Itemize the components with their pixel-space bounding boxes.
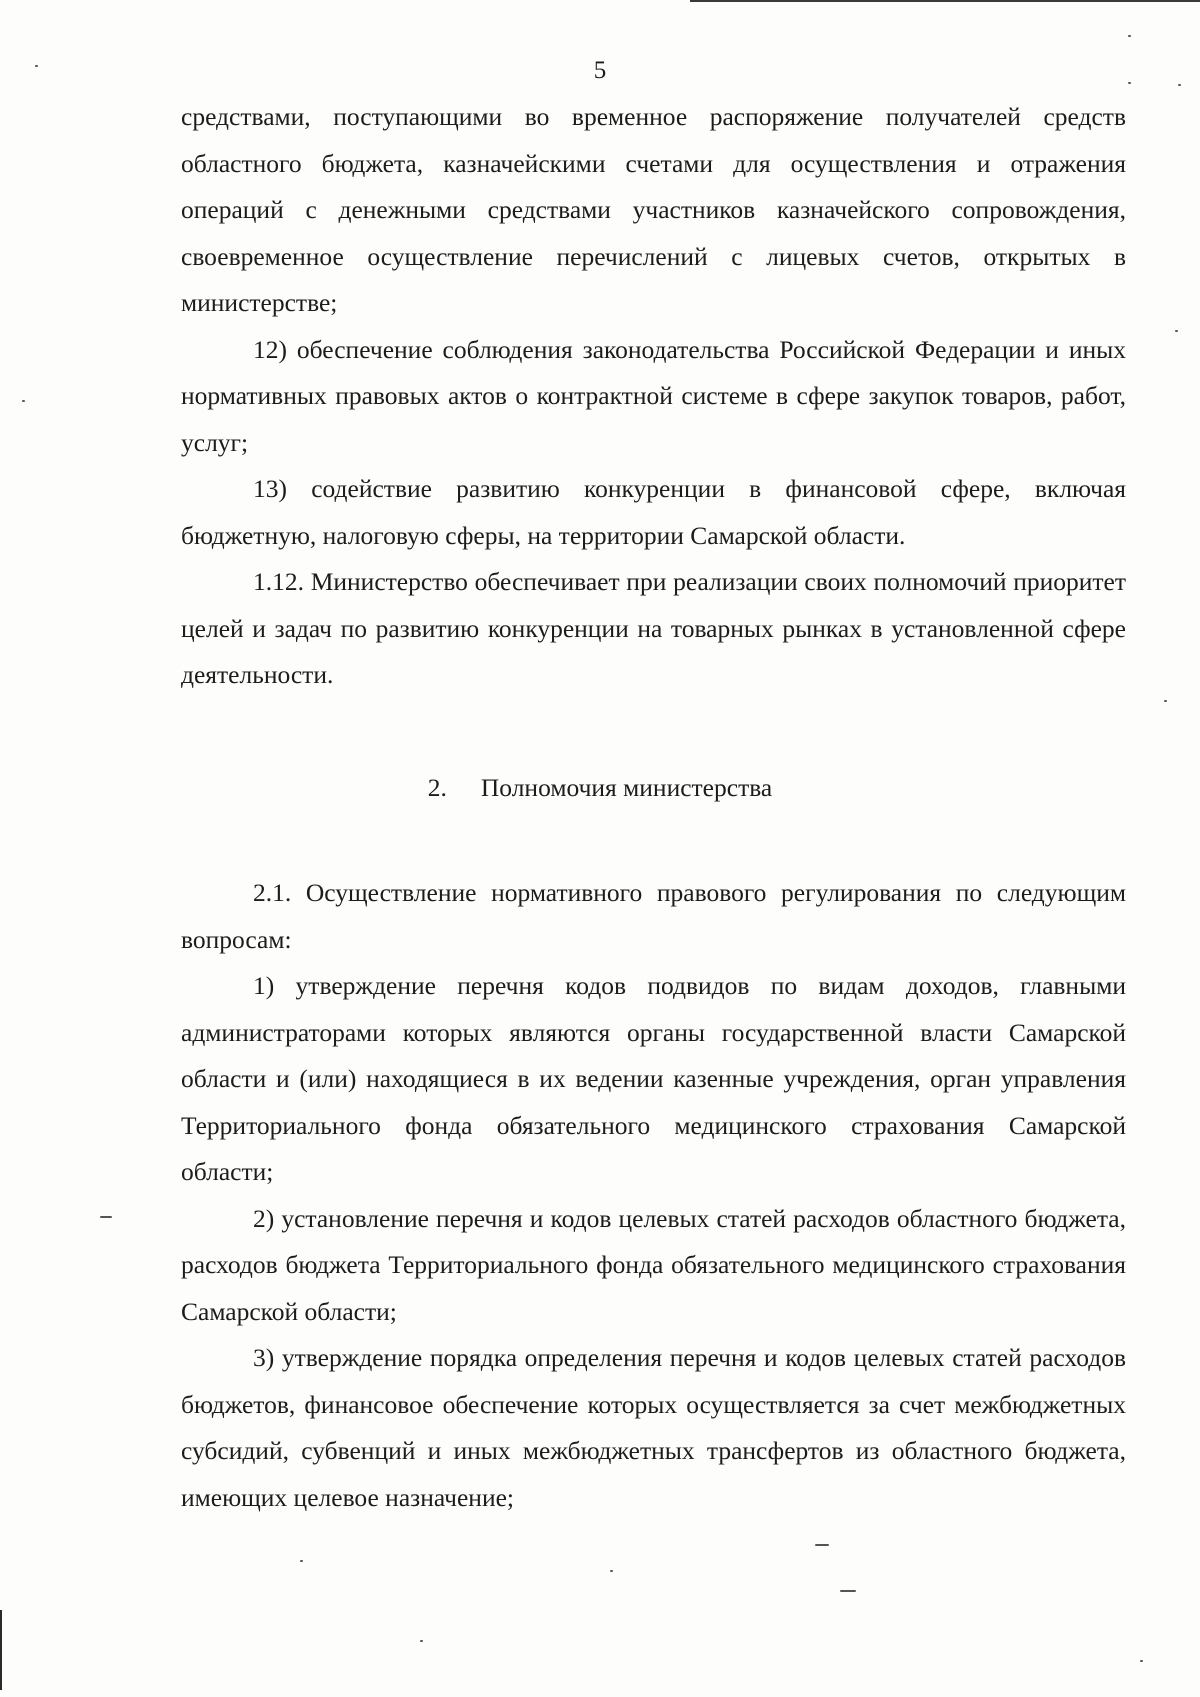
text-block-1 (181, 94, 1126, 699)
text-block-2 (181, 870, 1126, 1521)
scan-speck (1175, 330, 1178, 332)
scan-speck (1164, 700, 1167, 702)
scan-speck (1128, 82, 1131, 84)
scan-speck (1128, 35, 1131, 37)
scan-speck (1178, 84, 1181, 86)
scan-speck (35, 65, 38, 67)
section-number: 2. (427, 773, 447, 802)
paragraph-item-2: 2) установление перечня и кодов целевых статей расходов областного бюджета, расходов бюджета Территориального фонда обязательного медицинского страхования Самарской области; (181, 1203, 1126, 1326)
scan-margin-mark (0, 1610, 2, 1690)
scan-speck (300, 1560, 303, 1562)
paragraph-item-12: 12) обеспечение соблюдения законодательства Российской Федерации и иных нормативных правовых актов о контрактной системе в сфере закупок товаров, работ, услуг; (181, 334, 1126, 457)
scan-speck (100, 1216, 112, 1218)
scan-speck (420, 1640, 423, 1642)
section-heading (0, 773, 1200, 803)
section-title: Полномочия министерства (480, 773, 773, 802)
scan-speck (815, 1544, 829, 1546)
paragraph-item-1: 1) утверждение перечня кодов подвидов по видам доходов, главными администраторами которых являются органы государственной власти Самарской области и (или) находящиеся в их ведении казенные учреждения, орган управления Территориального фонда обязательного медицинского страхования Самарской области; (181, 971, 1126, 1186)
paragraph-continuation: средствами, поступающими во временное распоряжение получателей средств областного бюджета, казначейскими счетами для осуществления и отражения операций с денежными средствами участников казначейского сопровождения, своевременное осуществление перечислений с лицевых счетов, открытых в министерстве; (181, 102, 1126, 317)
page-number: 5 (593, 57, 607, 84)
scan-edge-line (690, 0, 1200, 2)
scan-speck (840, 1590, 856, 1592)
scan-speck (22, 400, 25, 402)
paragraph-1-12: 1.12. Министерство обеспечивает при реализации своих полномочий приоритет целей и задач по развитию конкуренции на товарных рынках в установленной сфере деятельности. (181, 567, 1126, 689)
scan-speck (1140, 1660, 1143, 1662)
paragraph-item-3: 3) утверждение порядка определения перечня и кодов целевых статей расходов бюджетов, финансовое обеспечение которых осуществляется за счет межбюджетных субсидий, субвенций и иных межбюджетных трансфертов из областного бюджета, имеющих целевое назначение; (181, 1343, 1126, 1512)
scan-speck (610, 1570, 613, 1572)
paragraph-item-13: 13) содействие развитию конкуренции в финансовой сфере, включая бюджетную, налоговую сферы, на территории Самарской области. (181, 474, 1126, 550)
paragraph-2-1: 2.1. Осуществление нормативного правового регулирования по следующим вопросам: (181, 878, 1126, 954)
